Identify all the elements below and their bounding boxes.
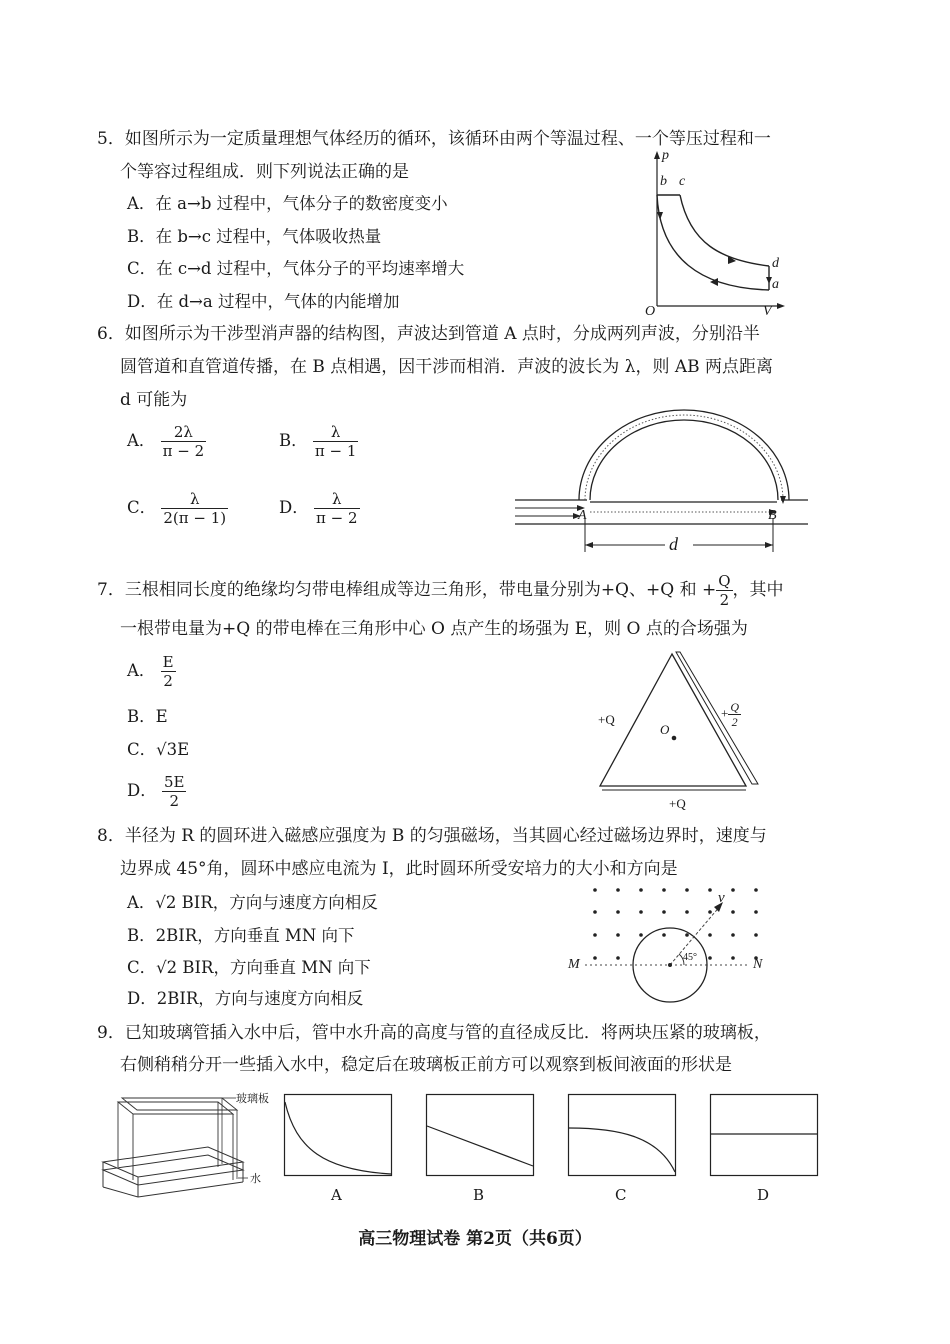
q9-choice-c-graph xyxy=(568,1094,676,1176)
q5-point-d: d xyxy=(772,256,779,271)
field-dot xyxy=(639,933,643,937)
q6-point-a: A xyxy=(578,508,587,523)
q8-option-b: B．2BIR，方向垂直 MN 向下 xyxy=(127,926,355,945)
q8-boundary-m: M xyxy=(568,957,580,972)
field-dot xyxy=(731,956,735,960)
q5-option-b: B．在 b→c 过程中，气体吸收热量 xyxy=(127,227,382,246)
field-dot xyxy=(593,956,597,960)
field-dot xyxy=(708,956,712,960)
q7-center-o: O xyxy=(660,722,670,737)
q7-option-a: A． $\frac{E}{2}$ xyxy=(127,653,174,690)
q9-water-label: 水 xyxy=(250,1173,261,1185)
field-dot xyxy=(708,933,712,937)
q5-stem-line1: 5．如图所示为一定质量理想气体经历的循环，该循环由两个等温过程、一个等压过程和一 xyxy=(97,129,771,149)
q7-stem-fraction: $\frac{Q}{2}$ xyxy=(718,572,731,609)
field-dot xyxy=(754,888,758,892)
field-dot xyxy=(616,956,620,960)
field-dot xyxy=(708,888,712,892)
q6-option-d: D． $\frac{\lambda}{\pi - 2}$ xyxy=(279,490,358,527)
field-dot xyxy=(685,910,689,914)
q8-boundary-n: N xyxy=(753,957,763,972)
q6-point-b: B xyxy=(768,508,777,523)
field-dot xyxy=(731,910,735,914)
q9-stem-line1: 9．已知玻璃管插入水中后，管中水升高的高度与管的直径成反比．将两块压紧的玻璃板， xyxy=(97,1023,771,1043)
q6-stem-line2: 圆管道和直管道传播，在 B 点相遇，因干涉而相消．声波的波长为 λ，则 AB 两点距离 xyxy=(120,357,774,377)
q6-stem-line1: 6．如图所示为干涉型消声器的结构图，声波达到管道 A 点时，分成两列声波，分别沿半 xyxy=(97,324,760,344)
field-dot xyxy=(731,933,735,937)
q9-choice-a-label: A xyxy=(331,1186,342,1204)
q9-glass-plate-label: 玻璃板 xyxy=(236,1093,269,1105)
q8-option-d: D．2BIR，方向与速度方向相反 xyxy=(127,989,364,1008)
field-dot xyxy=(616,933,620,937)
q7-stem-line1: 7．三根相同长度的绝缘均匀带电棒组成等边三角形，带电量分别为+Q、+Q 和 + $\frac{Q}{2}$ ，其中 xyxy=(97,572,784,609)
field-dot xyxy=(616,910,620,914)
q5-option-a: A．在 a→b 过程中，气体分子的数密度变小 xyxy=(127,194,448,213)
field-dot xyxy=(662,888,666,892)
field-dot xyxy=(685,888,689,892)
q6-option-c: C． $\frac{\lambda}{2(\pi - 1)}$ xyxy=(127,490,227,527)
q9-stem-line2: 右侧稍稍分开一些插入水中，稳定后在玻璃板正前方可以观察到板间液面的形状是 xyxy=(120,1055,732,1075)
q8-angle-45: 45° xyxy=(683,952,697,963)
q7-stem-line2: 一根带电量为+Q 的带电棒在三角形中心 O 点产生的场强为 E，则 O 点的合场强为 xyxy=(120,619,748,639)
q6-stem-line3: d 可能为 xyxy=(120,390,188,410)
field-dot xyxy=(662,910,666,914)
q9-choice-d-label: D xyxy=(757,1186,770,1204)
q8-option-c: C．√2 BIR，方向垂直 MN 向下 xyxy=(127,958,371,977)
q7-option-d: D． $\frac{5E}{2}$ xyxy=(127,773,185,810)
q6-option-a: A． $\frac{2\lambda}{\pi - 2}$ xyxy=(127,423,205,460)
q7-option-b: B．E xyxy=(127,707,168,726)
q8-stem-line2: 边界成 45°角，圆环中感应电流为 I，此时圆环所受安培力的大小和方向是 xyxy=(120,859,678,879)
field-dot xyxy=(593,910,597,914)
q7-right-charge: + $\frac{Q}{2}$ xyxy=(721,700,740,729)
q7-bottom-charge: +Q xyxy=(669,796,686,811)
q9-choice-b-label: B xyxy=(473,1186,485,1204)
field-dot xyxy=(639,910,643,914)
q5-origin: O xyxy=(645,304,656,319)
q8-magnetic-field-diagram xyxy=(580,880,770,1010)
q9-choice-b-graph xyxy=(426,1094,534,1176)
q5-stem-line2: 个等容过程组成．则下列说法正确的是 xyxy=(120,162,409,182)
q5-point-b: b xyxy=(660,174,667,189)
q5-option-d: D．在 d→a 过程中，气体的内能增加 xyxy=(127,292,400,311)
q8-velocity-v: v xyxy=(718,890,725,906)
field-dot xyxy=(616,888,620,892)
q7-option-c: C．√3E xyxy=(127,740,190,759)
q9-choice-a-graph xyxy=(284,1094,392,1176)
q6-distance-d: d xyxy=(669,534,678,554)
q7-left-charge: +Q xyxy=(598,712,615,727)
q9-glass-plate-diagram xyxy=(98,1092,258,1202)
field-dot xyxy=(754,933,758,937)
q8-stem-line1: 8．半径为 R 的圆环进入磁感应强度为 B 的匀强磁场，当其圆心经过磁场边界时，速度与 xyxy=(97,826,767,846)
q5-point-c: c xyxy=(679,174,686,189)
q5-option-c: C．在 c→d 过程中，气体分子的平均速率增大 xyxy=(127,259,465,278)
field-dot xyxy=(708,910,712,914)
field-dot xyxy=(662,933,666,937)
field-dot xyxy=(754,910,758,914)
q6-silencer-diagram xyxy=(515,400,815,560)
page-footer: 高三物理试卷 第2页（共6页） xyxy=(358,1229,592,1249)
q8-option-a: A．√2 BIR，方向与速度方向相反 xyxy=(127,893,378,912)
q5-point-a: a xyxy=(772,277,779,292)
field-dot xyxy=(685,933,689,937)
field-dot xyxy=(731,888,735,892)
field-dot xyxy=(639,888,643,892)
q9-choice-c-label: C xyxy=(615,1186,627,1204)
q6-option-b: B． $\frac{\lambda}{\pi - 1}$ xyxy=(279,423,357,460)
q9-choice-d-graph xyxy=(710,1094,818,1176)
field-dot xyxy=(593,888,597,892)
field-dot xyxy=(593,933,597,937)
q5-axis-v: V xyxy=(763,304,772,319)
q5-axis-p: p xyxy=(662,148,669,163)
